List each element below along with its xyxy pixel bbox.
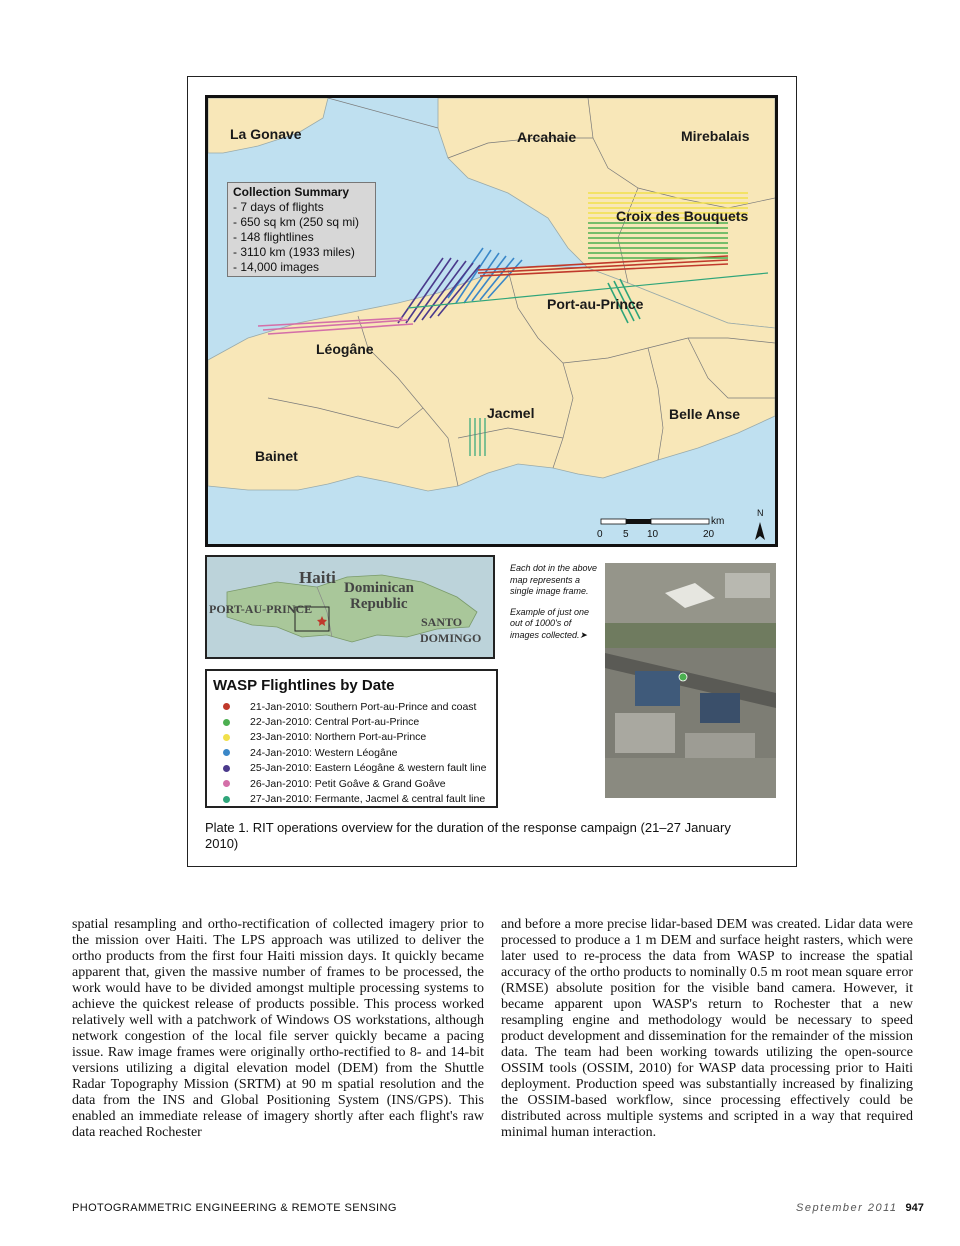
scale-unit: km: [711, 516, 725, 527]
label-belle-anse: Belle Anse: [669, 406, 741, 422]
label-croix-des-bouquets: Croix des Bouquets: [616, 208, 749, 224]
legend-title: WASP Flightlines by Date: [213, 677, 395, 694]
legend-dot-icon: [223, 703, 230, 710]
legend-label: 24-Jan-2010: Western Léogâne: [250, 746, 398, 759]
note-second: Example of just one out of 1000's of images collected.➤: [510, 606, 590, 640]
legend-item: [223, 761, 486, 776]
legend-list: [223, 699, 486, 807]
legend-label: 23-Jan-2010: Northern Port-au-Prince: [250, 731, 427, 744]
body-column-right: and before a more precise lidar-based DEM was created. Lidar data were processed to produce a 1 m DEM and surface height rasters, which were later used to re-process the data from WASP to increase the spatial accuracy of the ortho products to nominally 0.5 m root mean square error (RMSE) absolute position for the visible band camera. However, it became apparent upon WASP's return to Rochester that a new resampling engine and methodology would be necessary to speed product development and dissemination for the remainder of the mission data. The team had been working towards utilizing the open-source OSSIM tools (OSSIM, 2010) for WASP data processing prior to Haiti deployment. Production speed was substantially increased by finalizing the OSSIM-based workflow, since processing effectively could be distributed across multiple systems and scripted in a way that required minimal human interaction.: [501, 917, 913, 1140]
north-label: N: [757, 508, 764, 518]
legend-item: [223, 776, 486, 791]
legend-label: 22-Jan-2010: Central Port-au-Prince: [250, 716, 420, 729]
legend-item: [223, 699, 486, 714]
summary-line: - 650 sq km (250 sq mi): [233, 215, 360, 229]
label-leogane: Léogâne: [316, 341, 374, 357]
legend-item: [223, 714, 486, 729]
image-frame-note: [510, 563, 602, 650]
legend-item: [223, 745, 486, 760]
page-number: 947: [905, 1202, 924, 1214]
inset-santo: SANTO: [421, 615, 463, 629]
inset-republic: Republic: [350, 596, 408, 612]
flightline-legend: [205, 669, 498, 808]
summary-line: - 148 flightlines: [233, 230, 314, 244]
map-graphic: [208, 98, 775, 544]
legend-dot-icon: [223, 719, 230, 726]
inset-map: [205, 555, 495, 659]
inset-dominican: Dominican: [344, 580, 415, 596]
legend-label: 21-Jan-2010: Southern Port-au-Prince and coast: [250, 700, 477, 713]
legend-dot-icon: [223, 780, 230, 787]
label-jacmel: Jacmel: [487, 405, 535, 421]
scale-tick-20: 20: [703, 529, 715, 540]
summary-line: - 7 days of flights: [233, 200, 324, 214]
journal-name: PHOTOGRAMMETRIC ENGINEERING & REMOTE SENSING: [72, 1202, 397, 1214]
scale-tick-5: 5: [623, 529, 629, 540]
page-footer: [796, 1202, 924, 1214]
summary-line: - 3110 km (1933 miles): [233, 245, 355, 259]
label-bainet: Bainet: [255, 448, 298, 464]
legend-dot-icon: [223, 796, 230, 803]
aerial-photo-graphic: [605, 563, 776, 798]
body-column-left: spatial resampling and ortho-rectification of collected imagery prior to the mission over Haiti. The LPS approach was utilized to deliver the ortho products from the first four Haiti mission days. It quickly became apparent that, given the massive number of frames to be processed, the work would have to be divided amongst multiple processing systems to achieve the quickest release of products possible. This process worked relatively well with a patchwork of Windows OS workstations, although network congestion of the local file server quickly became a pacing issue. Raw image frames were originally ortho-rectified to 8- and 14-bit versions utilizing a digital elevation model (DEM) from the Shuttle Radar Topography Mission (SRTM) at 90 m spatial resolution and the data from the INS and Global Positioning System (INS/GPS). This enabled an immediate release of imagery shortly after each flight's raw data reached Rochester: [72, 917, 484, 1140]
scale-bar: [601, 519, 709, 524]
aerial-photo: [605, 563, 776, 798]
collection-summary: [227, 182, 376, 277]
label-arcahaie: Arcahaie: [517, 129, 577, 145]
scale-tick-0: 0: [597, 529, 603, 540]
plate-caption: Plate 1. RIT operations overview for the duration of the response campaign (21–27 January 2010): [205, 820, 731, 851]
label-la-gonave: La Gonave: [230, 126, 302, 142]
note-first: Each dot in the above map represents a single image frame.: [510, 563, 598, 596]
inset-domingo: DOMINGO: [420, 631, 482, 645]
summary-line: - 14,000 images: [233, 260, 320, 274]
inset-haiti: Haiti: [299, 568, 336, 587]
legend-item: [223, 730, 486, 745]
scale-tick-10: 10: [647, 529, 659, 540]
label-port-au-prince: Port-au-Prince: [547, 296, 644, 312]
legend-label: 27-Jan-2010: Fermante, Jacmel & central fault line: [250, 793, 486, 806]
legend-dot-icon: [223, 765, 230, 772]
legend-dot-icon: [223, 734, 230, 741]
legend-item: [223, 791, 486, 806]
issue-date: September 2011: [796, 1202, 898, 1214]
legend-label: 25-Jan-2010: Eastern Léogâne & western fault line: [250, 762, 487, 775]
inset-port-au-prince: PORT-AU-PRINCE: [209, 602, 313, 616]
label-mirebalais: Mirebalais: [681, 128, 750, 144]
flightline-map: [205, 95, 778, 547]
legend-label: 26-Jan-2010: Petit Goâve & Grand Goâve: [250, 777, 446, 790]
collection-summary-title: Collection Summary: [233, 185, 350, 199]
legend-dot-icon: [223, 749, 230, 756]
